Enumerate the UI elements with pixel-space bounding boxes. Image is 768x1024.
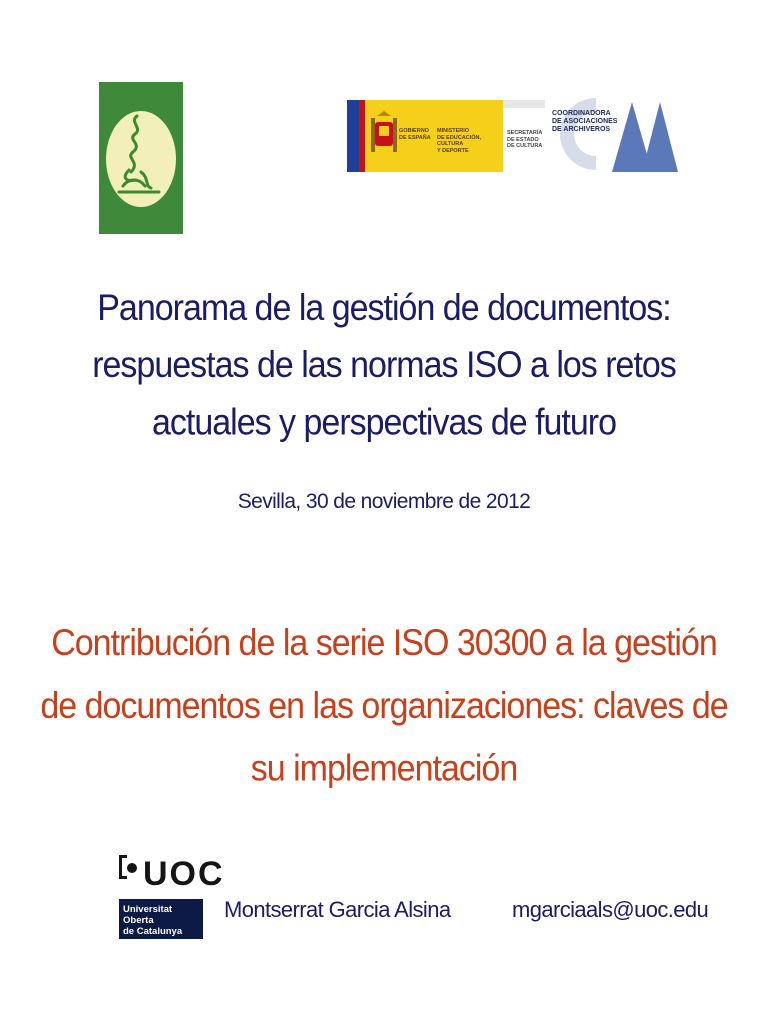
secretaria-text: SECRETARÍA DE ESTADO DE CULTURA [507, 130, 543, 149]
coat-of-arms-icon [369, 110, 399, 160]
author-name: Montserrat Garcia Alsina [224, 897, 451, 922]
caa-logo [552, 96, 680, 176]
event-date: Sevilla, 30 de noviembre de 2012 [237, 490, 531, 513]
secretaria-panel [503, 100, 545, 172]
eu-flag-strip [347, 100, 359, 172]
uoc-university-box: Universitat Oberta de Catalunya [119, 899, 203, 939]
ministry-logo [347, 100, 545, 172]
association-logo [99, 82, 183, 234]
caa-mark-icon [552, 96, 680, 176]
caa-text: COORDINADORA DE ASOCIACIONES DE ARCHIVEROS [552, 110, 618, 133]
uoc-bracket-icon [117, 853, 141, 881]
gobierno-text: GOBIERNO DE ESPAÑA [399, 128, 431, 141]
figure-icon [99, 82, 183, 234]
uoc-wordmark: UOC [143, 855, 225, 893]
ministry-banner [365, 100, 503, 172]
author-email[interactable]: mgarciaals@uoc.edu [512, 897, 709, 922]
uoc-logo [109, 825, 225, 975]
presentation-title: Panorama de la gestión de documentos: respuestas de las normas ISO a los retos actuales y perspectivas de futuro [92, 287, 676, 444]
ministerio-text: MINISTERIO DE EDUCACIÓN, CULTURA Y DEPORTE [437, 128, 482, 154]
presentation-subtitle: Contribución de la serie ISO 30300 a la gestión de documentos en las organizaciones: claves de su implementación [40, 622, 728, 790]
